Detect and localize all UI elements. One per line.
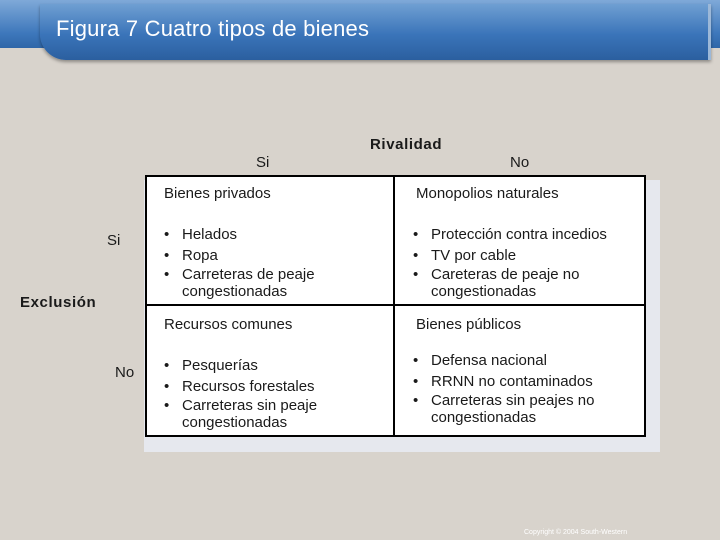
list-item: • Ropa xyxy=(164,245,374,266)
list-item: • Pesquerías xyxy=(164,355,374,376)
cell-natural-monopoly-title: Monopolios naturales xyxy=(416,185,559,202)
list-item: • Carreteras de peaje congestionadas xyxy=(164,266,374,300)
cell-private-list xyxy=(164,224,374,300)
list-item: • Helados xyxy=(164,224,374,245)
rivalry-no-label: No xyxy=(510,154,530,171)
slide-title: Figura 7 Cuatro tipos de bienes xyxy=(56,16,370,41)
matrix-horizontal-divider xyxy=(147,304,644,306)
cell-common-list xyxy=(164,355,374,431)
cell-public-list xyxy=(413,350,638,426)
matrix-vertical-divider xyxy=(393,177,395,435)
cell-private-title: Bienes privados xyxy=(164,185,271,202)
exclusion-no-label: No xyxy=(115,364,135,381)
list-item: • Protección contra incedios xyxy=(413,224,638,245)
list-item: • Recursos forestales xyxy=(164,376,374,397)
list-item: • Carreteras sin peajes no congestionadas xyxy=(413,392,638,426)
copyright-footer: Copyright © 2004 South-Western xyxy=(524,529,628,536)
list-item: • RRNN no contaminados xyxy=(413,371,638,392)
list-item: • Careteras de peaje no congestionadas xyxy=(413,266,638,300)
list-item: • TV por cable xyxy=(413,245,638,266)
exclusion-axis-label: Exclusión xyxy=(20,294,97,311)
cell-natural-monopoly-list xyxy=(413,224,638,300)
list-item: • Carreteras sin peaje congestionadas xyxy=(164,397,374,431)
exclusion-yes-label: Si xyxy=(107,232,121,249)
rivalry-yes-label: Si xyxy=(256,154,270,171)
cell-common-title: Recursos comunes xyxy=(164,316,293,333)
list-item: • Defensa nacional xyxy=(413,350,638,371)
rivalry-axis-label: Rivalidad xyxy=(370,136,443,153)
cell-public-title: Bienes públicos xyxy=(416,316,522,333)
